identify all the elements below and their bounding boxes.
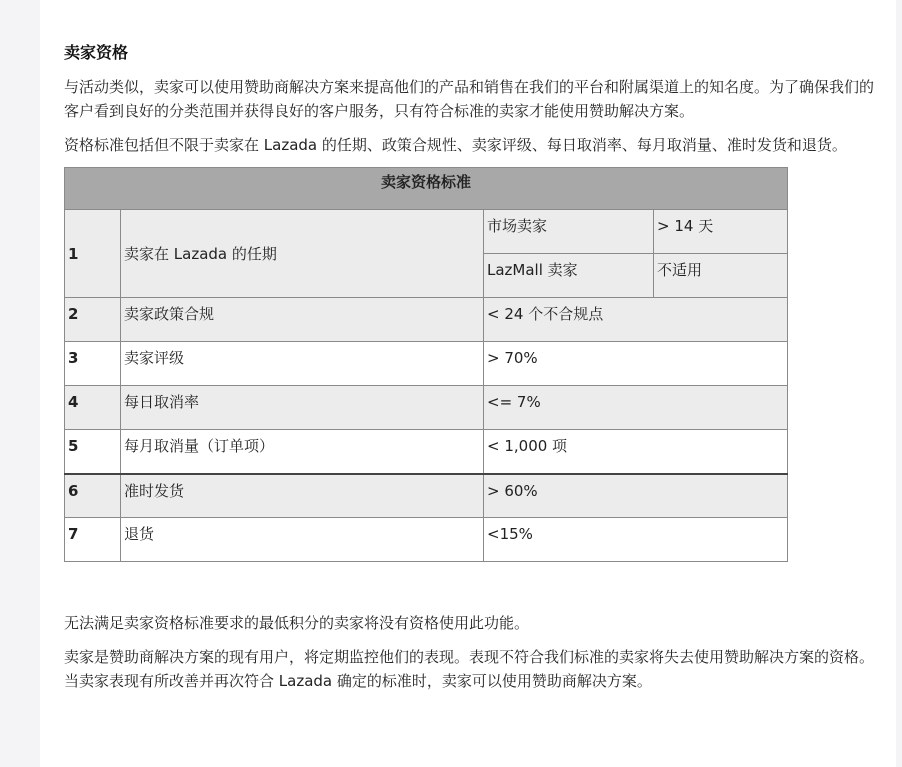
row-number: 4 <box>65 386 121 430</box>
table-row <box>65 430 788 474</box>
criterion-name: 卖家在 Lazada 的任期 <box>121 210 484 298</box>
row-number: 3 <box>65 342 121 386</box>
table-row <box>65 518 788 562</box>
seller-criteria-table <box>64 167 788 562</box>
row-number: 1 <box>65 210 121 298</box>
criterion-value: < 1,000 项 <box>484 430 788 474</box>
criterion-value: < 24 个不合规点 <box>484 298 788 342</box>
criterion-name: 退货 <box>121 518 484 562</box>
criterion-name: 每月取消量（订单项） <box>121 430 484 474</box>
criterion-name: 卖家政策合规 <box>121 298 484 342</box>
footer-paragraph-1: 无法满足卖家资格标准要求的最低积分的卖家将没有资格使用此功能。 <box>64 614 530 632</box>
criterion-value: <15% <box>484 518 788 562</box>
criterion-name: 准时发货 <box>121 474 484 518</box>
table-header: 卖家资格标准 <box>65 168 788 210</box>
sub-criterion-label: 市场卖家 <box>484 210 654 254</box>
table-header-row <box>65 168 788 210</box>
row-number: 2 <box>65 298 121 342</box>
table-row <box>65 386 788 430</box>
criterion-value: > 70% <box>484 342 788 386</box>
criterion-name: 每日取消率 <box>121 386 484 430</box>
sub-criterion-label: LazMall 卖家 <box>484 254 654 298</box>
criterion-name: 卖家评级 <box>121 342 484 386</box>
criterion-value: > 14 天 <box>654 210 788 254</box>
row-number: 5 <box>65 430 121 474</box>
document-page <box>40 0 896 767</box>
section-title: 卖家资格 <box>64 43 129 62</box>
criterion-value: 不适用 <box>654 254 788 298</box>
table-row <box>65 210 788 254</box>
table-row <box>65 298 788 342</box>
footer-paragraph-2: 卖家是赞助商解决方案的现有用户，将定期监控他们的表现。表现不符合我们标准的卖家将失去使用赞助解决方案的资格。当卖家表现有所改善并再次符合 Lazada 确定的标准时，卖家可以使用赞助商解决方案。 <box>64 648 875 690</box>
row-number: 7 <box>65 518 121 562</box>
intro-paragraph-1: 与活动类似，卖家可以使用赞助商解决方案来提高他们的产品和销售在我们的平台和附属渠道上的知名度。为了确保我们的客户看到良好的分类范围并获得良好的客户服务，只有符合标准的卖家才能使用赞助解决方案。 <box>64 78 875 120</box>
criterion-value: <= 7% <box>484 386 788 430</box>
criterion-value: > 60% <box>484 474 788 518</box>
table-row <box>65 474 788 518</box>
intro-paragraph-2: 资格标准包括但不限于卖家在 Lazada 的任期、政策合规性、卖家评级、每日取消率、每月取消量、准时发货和退货。 <box>64 136 847 154</box>
article-content <box>64 36 876 703</box>
footer-section <box>64 611 876 693</box>
row-number: 6 <box>65 474 121 518</box>
table-row <box>65 342 788 386</box>
